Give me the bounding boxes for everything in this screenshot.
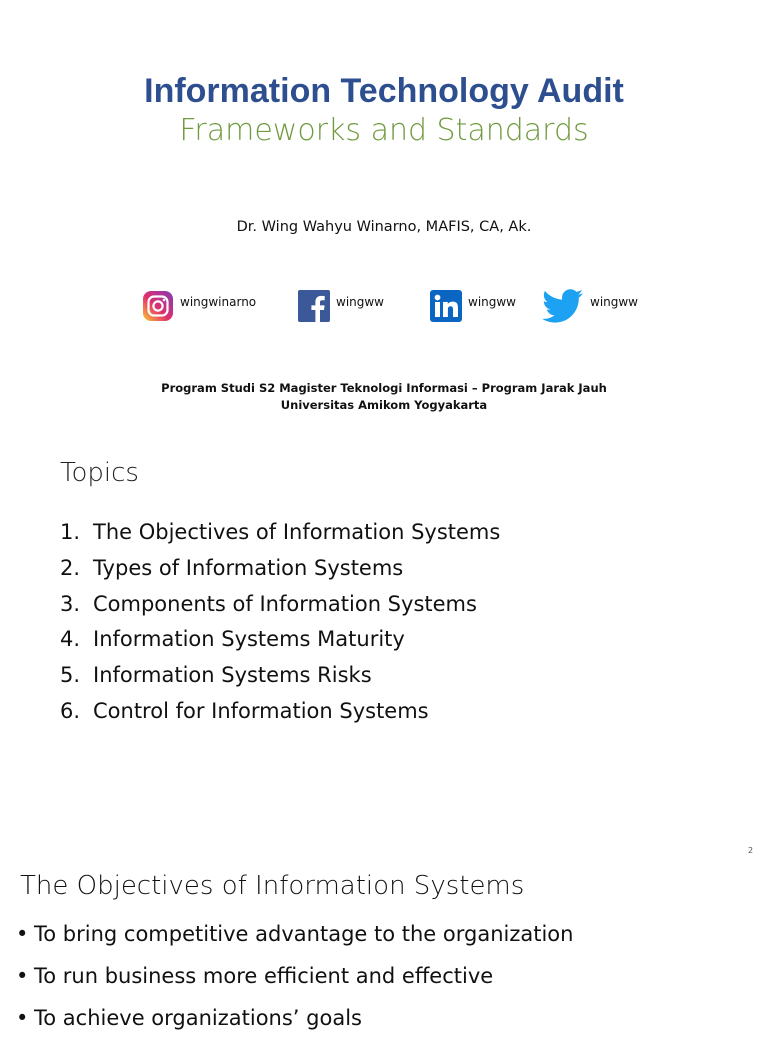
item-number: 3. bbox=[60, 591, 81, 616]
bullet-icon: • bbox=[16, 1006, 29, 1030]
social-instagram[interactable] bbox=[142, 288, 256, 324]
bullet-icon: • bbox=[16, 922, 29, 946]
item-text: Information Systems Maturity bbox=[93, 627, 405, 652]
item-number: 5. bbox=[60, 663, 81, 688]
facebook-icon bbox=[298, 290, 330, 322]
item-text: To bring competitive advantage to the organization bbox=[34, 922, 574, 946]
item-text: Control for Information Systems bbox=[93, 698, 429, 723]
topics-list bbox=[60, 520, 500, 735]
list-item bbox=[60, 663, 500, 699]
item-text: The Objectives of Information Systems bbox=[93, 520, 501, 544]
item-number: 2. bbox=[60, 555, 81, 580]
twitter-handle: wingww bbox=[590, 295, 638, 309]
section-title: The Objectives of Information Systems bbox=[20, 871, 525, 901]
slide-title: Information Technology Audit bbox=[144, 72, 624, 110]
topics-heading: Topics bbox=[60, 458, 139, 488]
item-number: 1. bbox=[60, 520, 81, 544]
instagram-icon bbox=[142, 290, 174, 322]
social-facebook[interactable] bbox=[298, 288, 384, 324]
university-line: Universitas Amikom Yogyakarta bbox=[280, 398, 488, 412]
author-name: Dr. Wing Wahyu Winarno, MAFIS, CA, Ak. bbox=[236, 219, 532, 235]
linkedin-icon bbox=[430, 290, 462, 322]
item-number: 6. bbox=[60, 698, 81, 723]
objectives-list bbox=[16, 922, 573, 1048]
item-text: Components of Information Systems bbox=[93, 591, 477, 616]
list-item bbox=[60, 627, 500, 663]
program-line: Program Studi S2 Magister Teknologi Informasi – Program Jarak Jauh bbox=[161, 381, 607, 395]
social-twitter[interactable] bbox=[542, 288, 638, 324]
linkedin-handle: wingww bbox=[468, 295, 516, 309]
twitter-icon bbox=[542, 289, 584, 323]
instagram-handle: wingwinarno bbox=[180, 295, 257, 309]
bullet-icon: • bbox=[16, 964, 29, 988]
list-item bbox=[60, 520, 500, 556]
list-item bbox=[60, 556, 500, 592]
social-linkedin[interactable] bbox=[430, 288, 516, 324]
facebook-handle: wingww bbox=[336, 295, 384, 309]
list-item bbox=[60, 592, 500, 628]
item-text: Types of Information Systems bbox=[93, 555, 404, 580]
page-number: 2 bbox=[748, 846, 754, 855]
program-info bbox=[0, 380, 768, 414]
list-item bbox=[16, 964, 573, 1006]
item-text: To achieve organizations’ goals bbox=[34, 1006, 362, 1030]
item-number: 4. bbox=[60, 627, 81, 652]
item-text: Information Systems Risks bbox=[93, 663, 372, 688]
list-item bbox=[16, 922, 573, 964]
list-item bbox=[60, 699, 500, 735]
list-item bbox=[16, 1006, 573, 1048]
item-text: To run business more efficient and effective bbox=[34, 964, 494, 988]
slide-subtitle: Frameworks and Standards bbox=[179, 113, 589, 148]
